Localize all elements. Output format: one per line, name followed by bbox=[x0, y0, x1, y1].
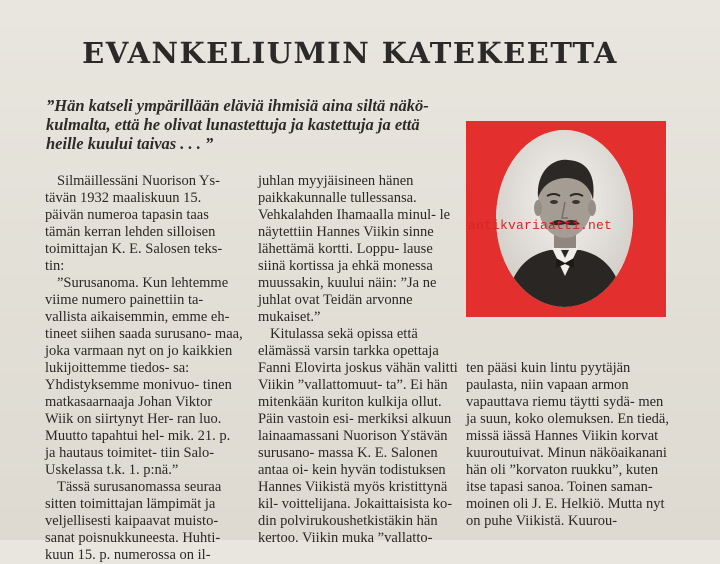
paragraph: ”Surusanoma. Kun lehtemme viime numero painettiin ta- vallista aikaisemmin, emme eh- tineet siihen saada surusano- maa, joka varmaan nyt on jo kaikkien lukijoittemme tiedos- sa: Yhdistyksemme monivuo- tinen matkasaarnaaja Johan Viktor Wiik on siirtynyt Her- ran luo. Muutto tapahtui hel- mik. 21. p. ja hautaus toimitet- tiin Salo-Uskelassa t.k. 1. p:nä.” bbox=[45, 275, 243, 478]
text-column-1 bbox=[45, 173, 243, 564]
paragraph: juhlan myyjäisineen hänen paikkakunnalle tullessansa. Vehkalahden Ihamaalla minul- le näytettiin Hannes Viikin sinne lähettämä kortti. Loppu- lause siinä kortissa ja ehkä monessa muussakin, kuului näin: ”Ja ne juhlat ovat Teidän arvonne mukaiset.” bbox=[258, 173, 451, 325]
article-title: EVANKELIUMIN KATEKEETTA bbox=[82, 36, 618, 70]
paragraph: Kitulassa sekä opissa että elämässä varsin tarkka opettaja Fanni Elovirta joskus vähän valitti Viikin ”vallattomuut- ta”. Ei hän mitenkään kuriton kulkija ollut. Päin vastoin esi- merkiksi alkuun lainaamassani Nuorison Ystävän surusano- massa K. E. Salonen antaa oi- kein hyvän todistuksen Hannes Viikistä myös kristittynä kil- voittelijana. Jokaittaisista ko- din polvirukoushetkistäkin hän kertoo. Viikin muka ”vallatto- bbox=[258, 326, 458, 546]
text-column-3 bbox=[466, 360, 670, 530]
watermark-text: antikvariaatti.net bbox=[468, 218, 613, 233]
quote-line: heille kuului taivas . . . ” bbox=[46, 134, 214, 153]
paragraph: Silmäillessäni Nuorison Ys- tävän 1932 maaliskuun 15. päivän numeroa tapasin taas tämän kerran lehden silloisen toimittajan K. E. Salosen teks- tin: bbox=[45, 173, 223, 274]
paragraph: ten pääsi kuin lintu pyytäjän paulasta, niin vapaan armon vapauttava riemu täytti sydä- men ja suun, koko olemuksen. En tiedä, missä iässä Hannes Viikin korvat kuuroutuivat. Minun näköaikanani hän oli ”korvaton ruukku”, kuten itse tapasi sanoa. Toinen saman- moinen oli J. E. Helkiö. Mutta nyt on puhe Viikistä. Kuurou- bbox=[466, 360, 669, 529]
article-lead-quote bbox=[46, 96, 456, 153]
text-column-2 bbox=[258, 173, 458, 547]
paragraph: Tässä surusanomassa seuraa sitten toimittajan lämpimät ja veljellisesti kaipaavat muisto- sanat poisnukkuneesta. Huhti- kuun 15. p. numerossa on il- bbox=[45, 479, 222, 563]
quote-line: kulmalta, että he olivat lunastettuja ja kastettuja ja että bbox=[46, 115, 420, 134]
quote-line: ”Hän katseli ympärillään eläviä ihmisiä aina siltä näkö- bbox=[46, 96, 429, 115]
